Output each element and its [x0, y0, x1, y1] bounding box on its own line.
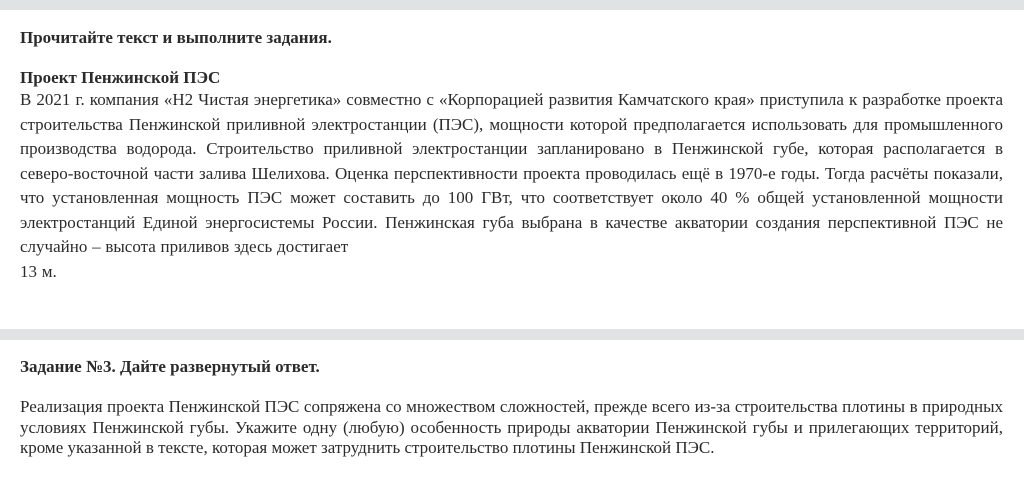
reading-section — [20, 28, 1003, 284]
top-separator-band — [0, 0, 1024, 10]
task-text: Реализация проекта Пенжинской ПЭС сопряжена со множеством сложностей, прежде всего из-за строительства плотины в природных условиях Пенжинской губы. Укажите одну (любую) особенность природы акватории Пенжинской губы и прилегающих территорий, кроме указанной в тексте, которая может затруднить строительство плотины Пенжинской ПЭС. — [20, 397, 1003, 457]
instruction-heading: Прочитайте текст и выполните задания. — [20, 28, 332, 47]
article-body: В 2021 г. компания «Н2 Чистая энергетика» совместно с «Корпорацией развития Камчатского края» приступила к разработке проекта строительства Пенжинской приливной электростанции (ПЭС), мощности которой предполагается использовать для промышленного производства водорода. Строительство приливной электростанции запланировано в Пенжинской губе, которая располагается в северо-восточной части залива Шелихова. Оценка перспективности проекта проводилась ещё в 1970-е годы. Тогда расчёты показали, что установленная мощность ПЭС может составить до 100 ГВт, что соответствует около 40 % общей установленной мощности электростанций Единой энергосистемы России. Пенжинская губа выбрана в качестве акватории создания перспективной ПЭС не случайно – высота приливов здесь достигает — [20, 90, 1003, 256]
task-title: Задание №3. Дайте развернутый ответ. — [20, 357, 320, 376]
article-title: Проект Пенжинской ПЭС — [20, 68, 221, 87]
article-body-tail: 13 м. — [20, 261, 57, 281]
section-separator-band — [0, 329, 1024, 340]
task-section — [20, 357, 1003, 459]
